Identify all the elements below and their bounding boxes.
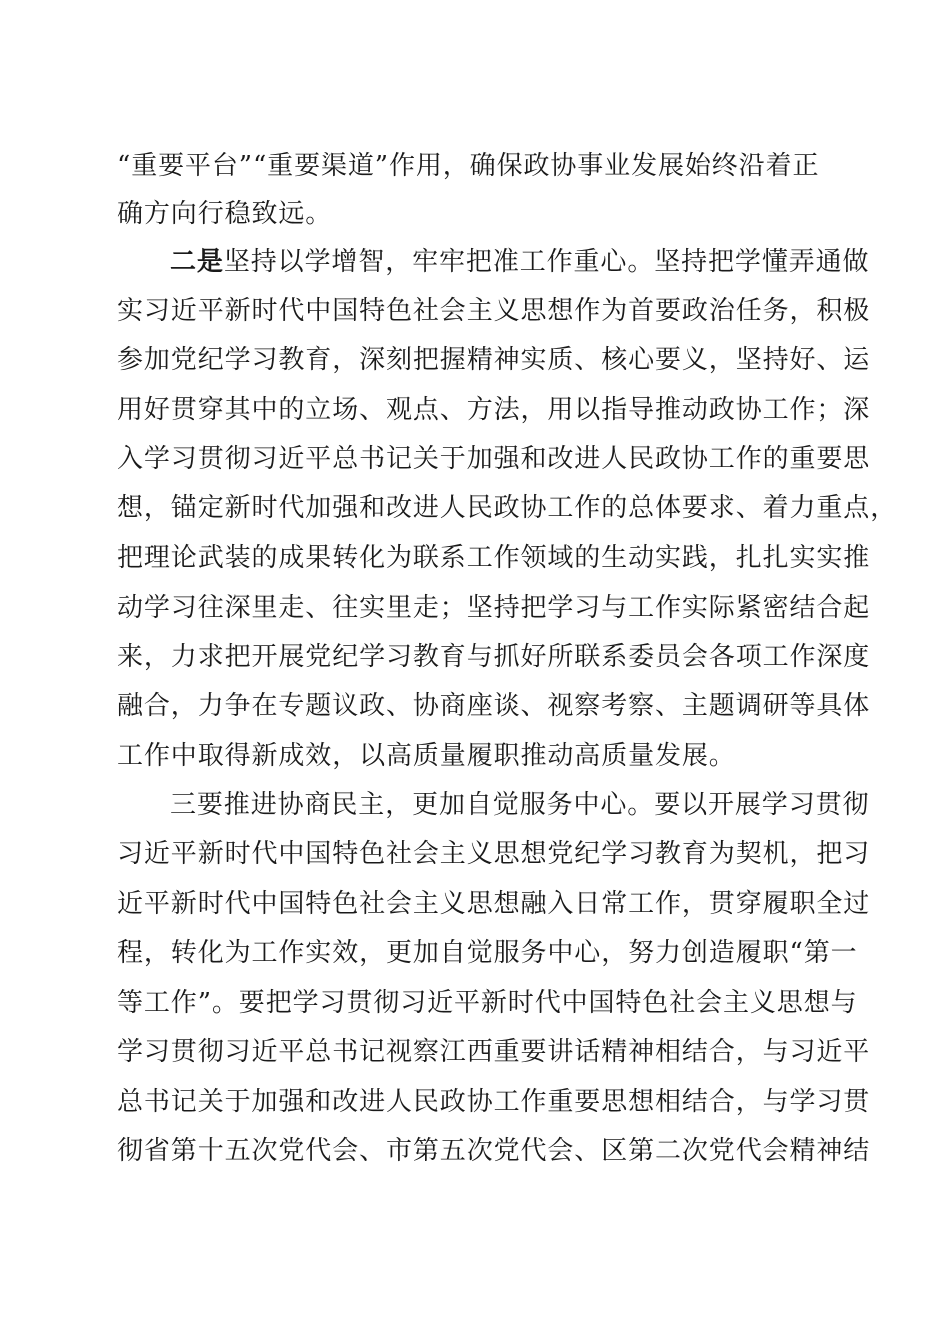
text-line: 总书记关于加强和改进人民政协工作重要思想相结合，与学习贯 xyxy=(117,1087,871,1117)
paragraph-first-line xyxy=(170,237,870,287)
text-line: 等工作”。要把学习贯彻习近平新时代中国特色社会主义思想与 xyxy=(117,988,858,1018)
text-line: “重要平台”“重要渠道”作用，确保政协事业发展始终沿着正 xyxy=(117,151,820,181)
text-line: 想，锚定新时代加强和改进人民政协工作的总体要求、着力重点， xyxy=(117,493,898,523)
paragraph-lead-text: 坚持以学增智，牢牢把准工作重心。坚持把学懂弄通做 xyxy=(223,247,870,277)
text-line: 学习贯彻习近平总书记视察江西重要讲话精神相结合，与习近平 xyxy=(117,1037,871,1067)
text-line: 程，转化为工作实效，更加自觉服务中心，努力创造履职“第一 xyxy=(117,938,858,968)
text-line: 把理论武装的成果转化为联系工作领域的生动实践，扎扎实实推 xyxy=(117,543,871,573)
text-line: 习近平新时代中国特色社会主义思想党纪学习教育为契机，把习 xyxy=(117,839,871,869)
text-line: 确方向行稳致远。 xyxy=(117,199,333,229)
paragraph-lead-bold: 二是 xyxy=(170,247,224,277)
text-line: 用好贯穿其中的立场、观点、方法，用以指导推动政协工作；深 xyxy=(117,395,871,425)
text-line: 工作中取得新成效，以高质量履职推动高质量发展。 xyxy=(117,741,736,771)
text-line: 近平新时代中国特色社会主义思想融入日常工作，贯穿履职全过 xyxy=(117,889,871,919)
text-line: 参加党纪学习教育，深刻把握精神实质、核心要义，坚持好、运 xyxy=(117,345,871,375)
text-line: 入学习贯彻习近平总书记关于加强和改进人民政协工作的重要思 xyxy=(117,444,871,474)
paragraph-first-line: 三要推进协商民主，更加自觉服务中心。要以开展学习贯彻 xyxy=(170,790,870,820)
text-line: 融合，力争在专题议政、协商座谈、视察考察、主题调研等具体 xyxy=(117,691,871,721)
text-line: 彻省第十五次党代会、市第五次党代会、区第二次党代会精神结 xyxy=(117,1136,871,1166)
text-line: 来，力求把开展党纪学习教育与抓好所联系委员会各项工作深度 xyxy=(117,642,871,672)
text-line: 动学习往深里走、往实里走；坚持把学习与工作实际紧密结合起 xyxy=(117,593,871,623)
text-line: 实习近平新时代中国特色社会主义思想作为首要政治任务，积极 xyxy=(117,296,871,326)
